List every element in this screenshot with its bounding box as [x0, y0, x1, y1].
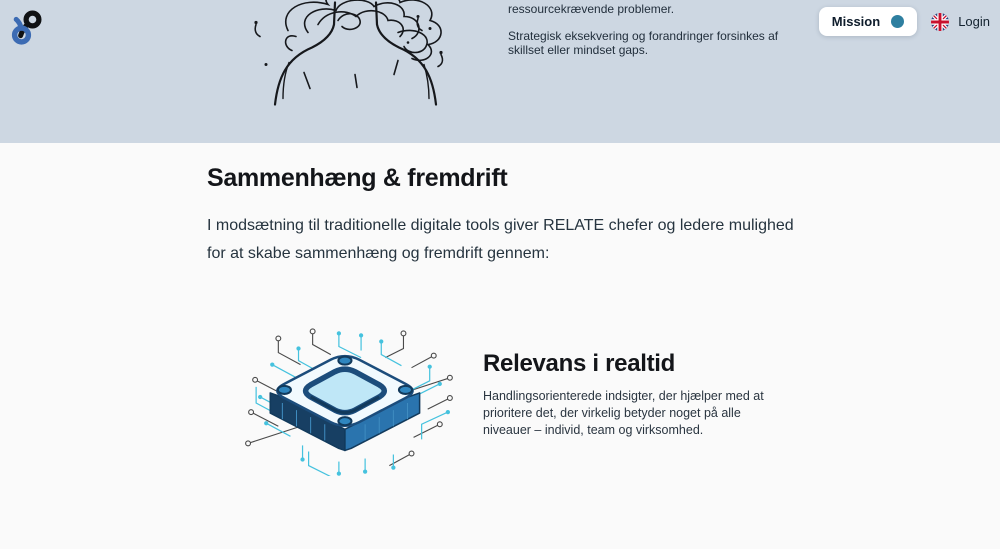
- mission-toggle-dot-icon: [891, 15, 904, 28]
- chip-illustration: [242, 326, 462, 476]
- relate-logo-icon[interactable]: [8, 8, 44, 48]
- login-link[interactable]: Login: [958, 14, 990, 29]
- head-scribble-illustration: [248, 0, 463, 115]
- mission-button[interactable]: [819, 7, 917, 36]
- section-heading: Sammenhæng & fremdrift: [207, 164, 508, 192]
- uk-flag-icon[interactable]: [931, 13, 949, 31]
- hero-paragraph-1: ressourcekrævende problemer.: [508, 2, 675, 16]
- header-controls: [819, 7, 990, 36]
- hero-section: [0, 0, 1000, 143]
- feature-block: [483, 350, 784, 439]
- hero-copy: [508, 2, 800, 70]
- feature-description: Handlingsorienterede indsigter, der hjælper med at prioritere det, der virkelig betyder noget på alle niveauer – individ, team og virksomhed.: [483, 389, 764, 437]
- mission-button-label: Mission: [831, 14, 881, 29]
- section-intro: I modsætning til traditionelle digitale tools giver RELATE chefer og ledere mulighed for at skabe sammenhæng og fremdrift gennem:: [207, 217, 794, 262]
- main-section: [0, 143, 1000, 549]
- hero-paragraph-2: Strategisk eksekvering og forandringer forsinkes af skillset eller mindset gaps.: [508, 28, 779, 57]
- feature-heading: Relevans i realtid: [483, 350, 676, 377]
